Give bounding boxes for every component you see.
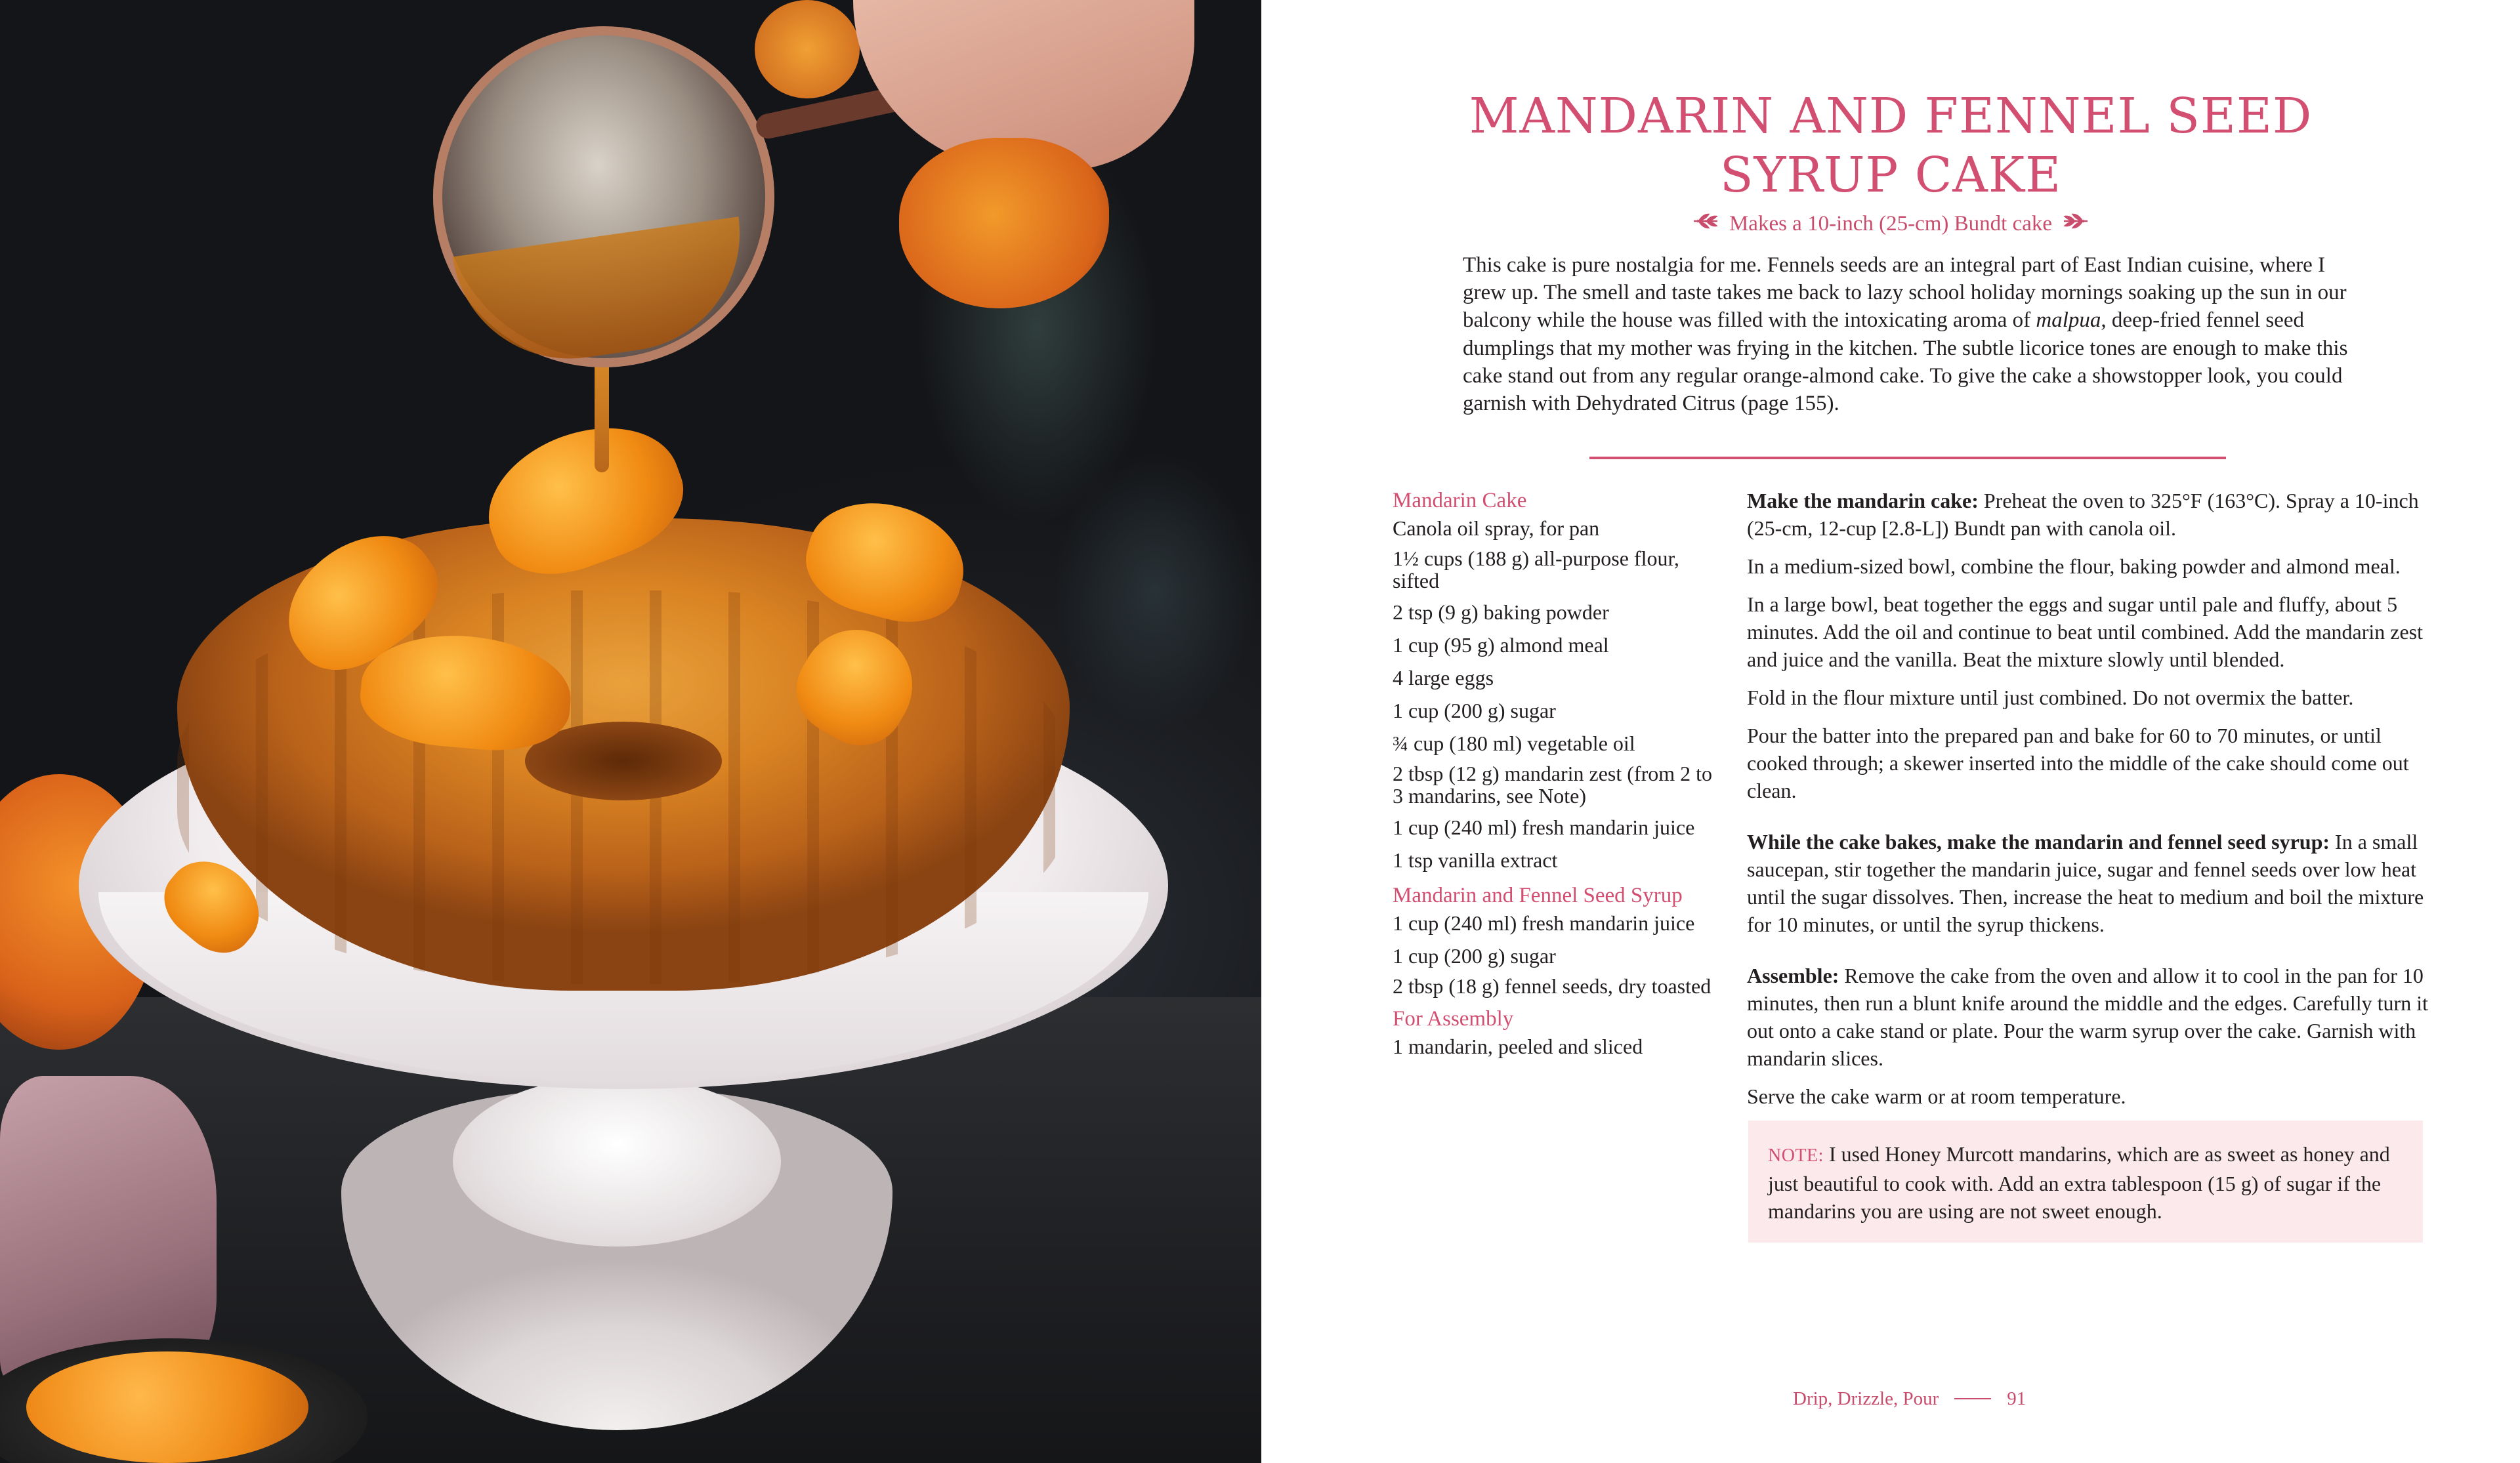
leaf-ornament-icon [1691, 213, 1720, 235]
step-lead: While the cake bakes, make the mandarin and fennel seed syrup: [1747, 830, 2330, 854]
method-step: In a large bowl, beat together the eggs and sugar until pale and fluffy, about 5 minutes. Add the oil and continue to beat until combined. Add the mandarin zest and juice and the vanilla. Beat the mixture slowly until blended. [1747, 592, 2424, 671]
method-step: In a medium-sized bowl, combine the flour, baking powder and almond meal. [1747, 554, 2401, 578]
ingredient-item: 1 cup (200 g) sugar [1393, 944, 1556, 968]
intro-text: This cake is pure nostalgia for me. Fennels seeds are an integral part of East Indian cuisine, where I grew up. The smell and taste takes me back to lazy school holiday mornings soaking up the sun in our balcony while the house was filled with the intoxicating aroma of [1463, 253, 2347, 333]
step-text: In a small saucepan, stir together the mandarin juice, sugar and fennel seeds over low heat until the sugar dissolves. Then, increase the heat to medium and boil the mixture for 10 minutes, or until the syrup thickens. [1747, 830, 2424, 936]
ingredient-item: 1 cup (240 ml) fresh mandarin juice [1393, 815, 1695, 839]
ingredient-group-heading: For Assembly [1393, 1007, 1514, 1031]
footer-divider [1954, 1398, 1991, 1399]
page-number: 91 [2007, 1388, 2026, 1409]
note-box [1748, 1121, 2423, 1243]
ingredient-item: 1 cup (95 g) almond meal [1393, 633, 1609, 657]
step-lead: Assemble: [1747, 964, 1839, 987]
note-label: NOTE: [1768, 1145, 1824, 1166]
ingredient-item: 1 cup (200 g) sugar [1393, 699, 1556, 722]
orange-flower [755, 0, 860, 98]
note-body: I used Honey Murcott mandarins, which are as sweet as honey and just beautiful to cook with. Add an extra tablespoon (15 g) of sugar if the mandarins you are using are not sweet enough. [1768, 1142, 2390, 1223]
method-step [1747, 487, 2436, 542]
page-footer [1793, 1388, 2026, 1410]
ingredient-item: ¾ cup (180 ml) vegetable oil [1393, 732, 1635, 755]
ingredient-item: 1 tsp vanilla extract [1393, 848, 1558, 872]
step-text: Remove the cake from the oven and allow it to cool in the pan for 10 minutes, then run a blunt knife around the middle and the edges. Carefully turn it out onto a cake stand or plate. Pour the warm syrup over the cake. Garnish with mandarin slices. [1747, 964, 2428, 1070]
ingredient-item: 4 large eggs [1393, 666, 1494, 690]
recipe-page [1261, 0, 2520, 1463]
footer-section-title: Drip, Drizzle, Pour [1793, 1388, 1939, 1409]
intro-text: , deep-fried fennel seed dumplings that my mother was frying in the kitchen. The subtle licorice tones are enough to make this cake stand out from any regular orange-almond cake. To give the cake a showstopper look, you could garnish with Dehydrated Citrus (page 155). [1463, 308, 2348, 416]
intro-italic-term: malpua [2036, 308, 2101, 333]
ingredient-item: Canola oil spray, for pan [1393, 516, 1600, 540]
ingredient-group-heading: Mandarin Cake [1393, 489, 1527, 512]
ingredient-item: 1 cup (240 ml) fresh mandarin juice [1393, 911, 1695, 935]
section-divider [1589, 457, 2226, 459]
cake-stand-neck [453, 1076, 781, 1247]
recipe-intro [1463, 251, 2349, 417]
step-text: Preheat the oven to 325°F (163°C). Spray a 10-inch (25-cm, 12-cup [2.8-L]) Bundt pan with canola oil. [1747, 489, 2419, 540]
method-step [1747, 962, 2436, 1072]
method-step: Serve the cake warm or at room temperature. [1747, 1084, 2126, 1108]
method-step: Pour the batter into the prepared pan and bake for 60 to 70 minutes, or until cooked through; a skewer inserted into the middle of the cake should come out clean. [1747, 724, 2409, 802]
recipe-yield [1261, 212, 2520, 236]
leaf-ornament-icon [2061, 213, 2090, 235]
method-step [1747, 828, 2436, 938]
recipe-title [1261, 87, 2520, 205]
method-steps [1747, 487, 2436, 1121]
method-step: Fold in the flour mixture until just combined. Do not overmix the batter. [1747, 686, 2354, 709]
ingredient-item: 1 mandarin, peeled and sliced [1393, 1035, 1643, 1058]
step-lead: Make the mandarin cake: [1747, 489, 1979, 512]
ingredients-list [1393, 487, 1721, 1065]
yield-text: Makes a 10-inch (25-cm) Bundt cake [1729, 212, 2053, 236]
ingredient-item: 1½ cups (188 g) all-purpose flour, sifted [1393, 546, 1679, 592]
bowl-mandarins [26, 1351, 308, 1463]
note-text [1768, 1140, 2403, 1225]
syrup-stream [595, 354, 609, 472]
ingredient-group-heading: Mandarin and Fennel Seed Syrup [1393, 884, 1683, 907]
ingredient-item: 2 tsp (9 g) baking powder [1393, 600, 1609, 624]
ingredient-item: 2 tbsp (12 g) mandarin zest (from 2 to 3 mandarins, see Note) [1393, 762, 1712, 808]
ingredient-item: 2 tbsp (18 g) fennel seeds, dry toasted [1393, 974, 1712, 998]
recipe-title-line: SYRUP CAKE [1719, 147, 2062, 203]
recipe-title-line: MANDARIN AND FENNEL SEED [1469, 88, 2313, 144]
